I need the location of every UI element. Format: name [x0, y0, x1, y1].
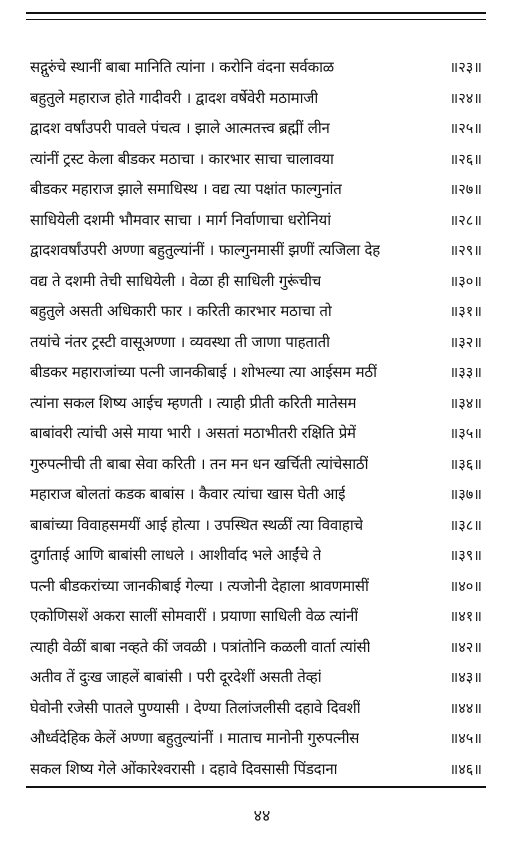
verse-text: साधियेली दशमी भौमवार साचा । मार्ग निर्वाणाचा धरोनियां [30, 210, 331, 229]
verse-text: द्वादशवर्षांउपरी अण्णा बहुतुल्यांनीं । फाल्गुनमासीं झणीं त्यजिला देह [30, 241, 381, 260]
verse-number: ॥२८॥ [449, 212, 482, 229]
verse-line [30, 540, 482, 571]
verse-line [30, 723, 482, 754]
verse-number: ॥४४॥ [449, 700, 482, 717]
verse-line [30, 83, 482, 114]
verse-line [30, 662, 482, 693]
verse-line [30, 571, 482, 602]
verse-number: ॥३०॥ [449, 273, 482, 290]
verse-number: ॥३३॥ [449, 365, 482, 382]
verse-number: ॥२९॥ [449, 243, 482, 260]
verse-line [30, 357, 482, 388]
top-rule [26, 12, 486, 20]
verse-line [30, 693, 482, 724]
verse-line [30, 266, 482, 297]
verse-text: महाराज बोलतां कडक बाबांस । कैवार त्यांचा खास घेती आई [30, 485, 346, 504]
verse-text: और्ध्वदेहिक केलें अण्णा बहुतुल्यांनीं । माताच मानोनी गुरुपत्नीस [30, 729, 360, 748]
verse-line [30, 113, 482, 144]
verse-line [30, 144, 482, 175]
bottom-rule [26, 786, 486, 788]
verse-number: ॥३९॥ [449, 548, 482, 565]
verse-number: ॥४२॥ [449, 639, 482, 656]
verse-number: ॥३५॥ [449, 426, 482, 443]
verse-line [30, 449, 482, 480]
verse-number: ॥३२॥ [449, 334, 482, 351]
verse-number: ॥३८॥ [449, 517, 482, 534]
verse-number: ॥३६॥ [449, 456, 482, 473]
verse-line [30, 632, 482, 663]
verse-text: बहुतुले असती अधिकारी फार । करिती कारभार मठाचा तो [30, 302, 332, 321]
verse-line [30, 601, 482, 632]
verse-line [30, 754, 482, 785]
verse-text: द्वादश वर्षांउपरी पावले पंचत्व । झाले आत्मतत्त्व ब्रह्मीं लीन [30, 119, 330, 138]
verse-line [30, 174, 482, 205]
verse-text: घेवोनी रजेसी पातले पुण्यासी । देण्या तिलांजलीसी दहावे दिवशीं [30, 698, 361, 717]
verse-number: ॥४५॥ [449, 731, 482, 748]
verse-number: ॥२४॥ [449, 90, 482, 107]
verse-line [30, 52, 482, 83]
verse-text: सद्गुरुंचे स्थानीं बाबा मानिति त्यांना । करोनि वंदना सर्वकाळ [30, 58, 334, 77]
verse-text: त्यांनीं ट्रस्ट केला बीडकर मठाचा । कारभार साचा चालावया [30, 149, 334, 168]
verse-text: एकोणिसशें अकरा सालीं सोमवारीं । प्रयाणा साधिली वेळ त्यांनीं [30, 607, 359, 626]
verse-number: ॥२७॥ [449, 182, 482, 199]
verse-number: ॥२६॥ [449, 151, 482, 168]
verse-line [30, 479, 482, 510]
verse-number: ॥४६॥ [449, 761, 482, 778]
verse-line [30, 388, 482, 419]
verse-line [30, 235, 482, 266]
verse-number: ॥३१॥ [449, 304, 482, 321]
verse-text: पत्नी बीडकरांच्या जानकीबाई गेल्या । त्यजोनी देहाला श्रावणमासीं [30, 576, 369, 595]
verse-text: त्यांना सकल शिष्य आईच म्हणती । त्याही प्रीती करिती मातेसम [30, 393, 357, 412]
verse-text: बहुतुले महाराज होते गादीवरी । द्वादश वर्षेवेरी मठामाजी [30, 88, 319, 107]
verse-text: त्याही वेळीं बाबा नव्हते कीं जवळी । पत्रांतोनि कळली वार्ता त्यांसी [30, 637, 371, 656]
verse-text: बीडकर महाराजांच्या पत्नी जानकीबाई । शोभल्या त्या आईसम मठीं [30, 363, 377, 382]
verse-number: ॥४३॥ [449, 670, 482, 687]
verse-text: बीडकर महाराज झाले समाधिस्थ । वद्य त्या पक्षांत फाल्गुनांत [30, 180, 342, 199]
verse-line [30, 205, 482, 236]
verse-number: ॥२५॥ [449, 121, 482, 138]
verse-number: ॥४०॥ [449, 578, 482, 595]
page-number: ४४ [253, 806, 271, 825]
verse-line [30, 327, 482, 358]
verse-number: ॥३४॥ [449, 395, 482, 412]
verse-text: बाबांच्या विवाहसमयीं आई होत्या । उपस्थित स्थळीं त्या विवाहाचे [30, 515, 363, 534]
verse-number: ॥४१॥ [449, 609, 482, 626]
verse-number: ॥२३॥ [449, 60, 482, 77]
verse-line [30, 296, 482, 327]
verse-text: अतीव तें दुःख जाहलें बाबांसी । परी दूरदेशीं असती तेव्हां [30, 668, 322, 687]
verse-line [30, 510, 482, 541]
verse-line [30, 418, 482, 449]
verse-text: सकल शिष्य गेले ओंकारेश्वरासी । दहावे दिवसासी पिंडदाना [30, 759, 338, 778]
verse-text: बाबांवरी त्यांची असे माया भारी । असतां मठाभीतरी रक्षिति प्रेमें [30, 424, 356, 443]
verse-number: ॥३७॥ [449, 487, 482, 504]
verse-text: गुरुपत्नीची ती बाबा सेवा करिती । तन मन धन खर्चिती त्यांचेसाठीं [30, 454, 369, 473]
verse-list [30, 52, 482, 784]
verse-text: वद्य ते दशमी तेची साधियेली । वेळा ही साधिली गुरूंचीच [30, 271, 322, 290]
verse-text: दुर्गाताई आणि बाबांसी लाधले । आशीर्वाद भले आईंचे ते [30, 546, 322, 565]
verse-text: तयांचे नंतर ट्रस्टी वासूअण्णा । व्यवस्था ती जाणा पाहताती [30, 332, 330, 351]
